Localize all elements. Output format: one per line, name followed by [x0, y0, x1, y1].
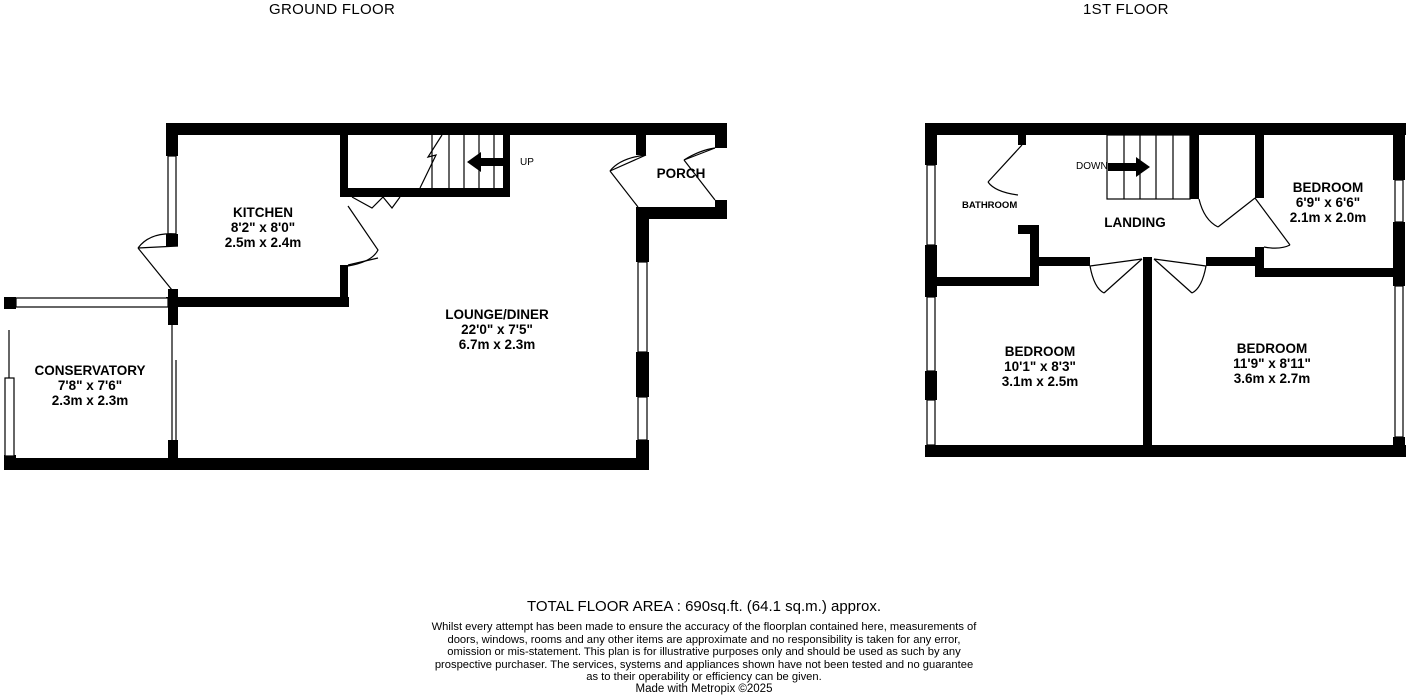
small-bedroom-window: [1395, 180, 1403, 222]
lounge-label: [445, 307, 549, 352]
kitchen-label: [225, 205, 302, 250]
kitchen-window: [168, 156, 176, 234]
room-name: BEDROOM: [1004, 344, 1076, 359]
room-name: LANDING: [1104, 215, 1166, 230]
kitchen-left-wall-upper: [166, 123, 178, 156]
conservatory-label: [34, 363, 145, 408]
lounge-window-lower: [638, 397, 647, 440]
bedroom-right-window: [1395, 286, 1403, 437]
bathroom-top-stub: [1018, 133, 1026, 145]
first-floor-title: 1ST FLOOR: [1083, 1, 1169, 18]
bedroom-left-window-1: [927, 297, 935, 371]
small-bedroom-label: [1290, 180, 1367, 225]
room-metric: 2.1m x 2.0m: [1289, 210, 1367, 225]
lounge-right-wall-mid: [636, 352, 649, 397]
room-metric: 6.7m x 2.3m: [458, 337, 536, 352]
conservatory-divider-base: [168, 440, 178, 470]
room-metric: 3.6m x 2.7m: [1233, 371, 1311, 386]
stairs-down-arrow-icon: [1108, 157, 1150, 177]
conservatory-left-window: [5, 378, 14, 456]
porch-bottom-wall: [636, 207, 727, 219]
first-bottom-wall: [925, 445, 1406, 457]
room-name: LOUNGE/DINER: [445, 307, 549, 322]
room-imperial: 22'0" x 7'5": [461, 322, 533, 337]
total-floor-area: TOTAL FLOOR AREA : 690sq.ft. (64.1 sq.m.) approx.: [526, 598, 882, 615]
stairs-down-label: DOWN: [1076, 161, 1108, 172]
bathroom-label: BATHROOM: [962, 200, 1018, 211]
landing-label: [1104, 215, 1166, 230]
disclaimer-text: Whilst every attempt has been made to ensure the accuracy of the floorplan contained here, measurements of doors, windows, rooms and any other items are approximate and no responsibility is taken for any error, omission or mis-statement. This plan is for illustrative purposes only and should be used as such by any prospective purchaser. The services, systems and appliances shown have not been tested and no guarantee as to their operability or efficiency can be given.: [431, 621, 977, 684]
stairs-up-label: UP: [520, 157, 534, 168]
kitchen-left-wall-lower: [166, 234, 178, 246]
room-metric: 2.3m x 2.3m: [51, 393, 129, 408]
kitchen-right-wall-upper: [340, 133, 348, 195]
first-left-wall-top: [925, 123, 937, 165]
room-name: BEDROOM: [1292, 180, 1364, 195]
lounge-window-upper: [638, 262, 647, 352]
ground-bottom-wall: [4, 458, 649, 470]
small-bedroom-bottom-wall: [1255, 268, 1405, 277]
landing-bottom-left-wall: [1030, 257, 1090, 266]
room-name: KITCHEN: [233, 205, 293, 220]
bathroom-stub: [1018, 225, 1039, 234]
first-right-wall-top: [1393, 123, 1405, 180]
room-imperial: 11'9" x 8'11": [1233, 356, 1311, 371]
room-name: BEDROOM: [1236, 341, 1308, 356]
kitchen-bottom-wall: [166, 297, 349, 307]
conservatory-roof-stub: [4, 297, 16, 309]
porch-right-wall-bottom: [715, 200, 727, 219]
room-name: PORCH: [656, 166, 706, 181]
bedroom-left-window-2: [927, 400, 935, 445]
stairs-up-arrow-icon: [467, 152, 506, 172]
bathroom-window: [927, 165, 935, 245]
room-metric: 3.1m x 2.5m: [1001, 374, 1079, 389]
small-bedroom-left-wall-top: [1255, 133, 1264, 198]
room-name: CONSERVATORY: [34, 363, 146, 378]
lounge-right-wall-upper: [636, 207, 649, 262]
room-imperial: 7'8" x 7'6": [57, 378, 123, 393]
porch-right-wall-top: [715, 123, 727, 148]
ground-floor-title: GROUND FLOOR: [269, 1, 396, 18]
room-imperial: 10'1" x 8'3": [1004, 359, 1076, 374]
porch-left-wall: [636, 133, 646, 155]
conservatory-divider-post: [168, 289, 178, 325]
conservatory-left-wall-bottom: [4, 455, 16, 470]
first-floor-walls: [925, 123, 1406, 457]
bedroom-divider-wall: [1143, 257, 1152, 447]
conservatory-top-window: [16, 298, 168, 307]
kitchen-right-wall-lower: [340, 265, 348, 305]
right-bedroom-label: [1233, 341, 1311, 386]
metropix-credit: Made with Metropix ©2025: [635, 683, 773, 695]
room-metric: 2.5m x 2.4m: [224, 235, 302, 250]
stairwell-wall: [1190, 133, 1199, 199]
bathroom-bottom-wall: [925, 277, 1039, 286]
first-left-wall-mid: [925, 245, 937, 297]
first-left-wall-lower: [925, 371, 937, 400]
room-imperial: 8'2" x 8'0": [230, 220, 296, 235]
room-imperial: 6'9" x 6'6": [1295, 195, 1361, 210]
first-right-wall-bottom: [1393, 437, 1405, 457]
porch-label: [657, 166, 706, 181]
first-top-wall: [925, 123, 1406, 135]
left-bedroom-label: [1002, 344, 1079, 389]
ground-floor-walls: [4, 123, 727, 470]
stair-base-wall: [340, 188, 510, 197]
